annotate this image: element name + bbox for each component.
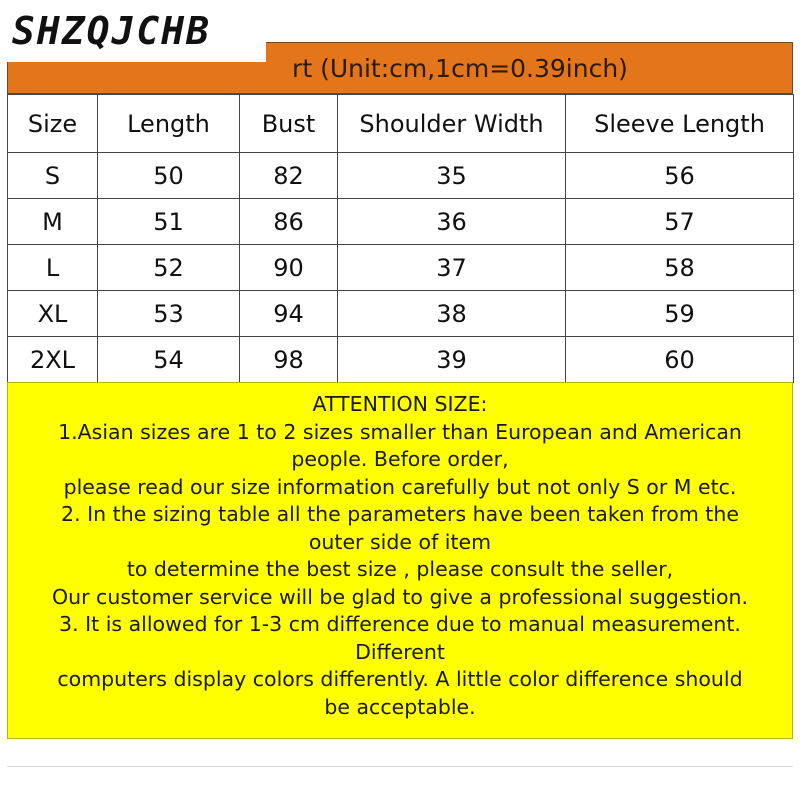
attention-notes — [7, 382, 793, 739]
table-cell-length: 52 — [98, 245, 240, 291]
notes-line: Our customer service will be glad to give a professional suggestion. — [51, 584, 749, 609]
table-cell-shoulder-width: 35 — [338, 153, 566, 199]
table-cell-shoulder-width: 38 — [338, 291, 566, 337]
table-header-row — [8, 95, 794, 153]
notes-line: be acceptable. — [324, 694, 476, 719]
brand-logo — [0, 0, 266, 62]
notes-line: 2. In the sizing table all the parameters have been taken from the — [61, 502, 739, 526]
table-cell-sleeve-length: 57 — [566, 199, 794, 245]
table-cell-bust: 86 — [240, 199, 338, 245]
notes-line: to determine the best size , please consult the seller, — [126, 557, 674, 581]
table-row — [8, 291, 794, 337]
table-cell-bust: 90 — [240, 245, 338, 291]
table-cell-shoulder-width: 36 — [338, 199, 566, 245]
notes-line: computers display colors differently. A little color difference should — [57, 667, 743, 691]
table-cell-sleeve-length: 60 — [566, 337, 794, 383]
table-cell-size: L — [8, 245, 98, 291]
table-cell-shoulder-width: 39 — [338, 337, 566, 383]
table-cell-sleeve-length: 59 — [566, 291, 794, 337]
notes-line: outer side of item — [308, 529, 492, 554]
column-header-length: Length — [98, 95, 240, 153]
column-header-shoulder-width: Shoulder Width — [338, 95, 566, 153]
table-cell-size: S — [8, 153, 98, 199]
table-cell-shoulder-width: 37 — [338, 245, 566, 291]
table-cell-size: XL — [8, 291, 98, 337]
notes-line: 3. It is allowed for 1-3 cm difference due to manual measurement. — [59, 612, 741, 636]
size-table — [7, 94, 794, 383]
table-row — [8, 153, 794, 199]
notes-line: please read our size information carefully but not only S or M etc. — [63, 474, 737, 499]
table-cell-bust: 94 — [240, 291, 338, 337]
table-cell-size: 2XL — [8, 337, 98, 383]
column-header-bust: Bust — [240, 95, 338, 153]
table-cell-size: M — [8, 199, 98, 245]
table-cell-length: 53 — [98, 291, 240, 337]
table-cell-bust: 98 — [240, 337, 338, 383]
brand-logo-text: SHZQJCHB — [12, 9, 212, 53]
table-row — [8, 245, 794, 291]
notes-line: people. Before order, — [291, 447, 509, 471]
size-chart-title: rt (Unit:cm,1cm=0.39inch) — [292, 53, 628, 83]
table-cell-sleeve-length: 56 — [566, 153, 794, 199]
notes-heading: ATTENTION SIZE: — [312, 392, 488, 416]
notes-line: Different — [355, 639, 445, 664]
column-header-sleeve-length: Sleeve Length — [566, 95, 794, 153]
table-cell-length: 51 — [98, 199, 240, 245]
table-cell-length: 50 — [98, 153, 240, 199]
notes-line: 1.Asian sizes are 1 to 2 sizes smaller than European and American — [58, 419, 742, 444]
divider — [7, 766, 793, 767]
table-cell-bust: 82 — [240, 153, 338, 199]
column-header-size: Size — [8, 95, 98, 153]
table-row — [8, 337, 794, 383]
table-row — [8, 199, 794, 245]
table-cell-sleeve-length: 58 — [566, 245, 794, 291]
table-cell-length: 54 — [98, 337, 240, 383]
